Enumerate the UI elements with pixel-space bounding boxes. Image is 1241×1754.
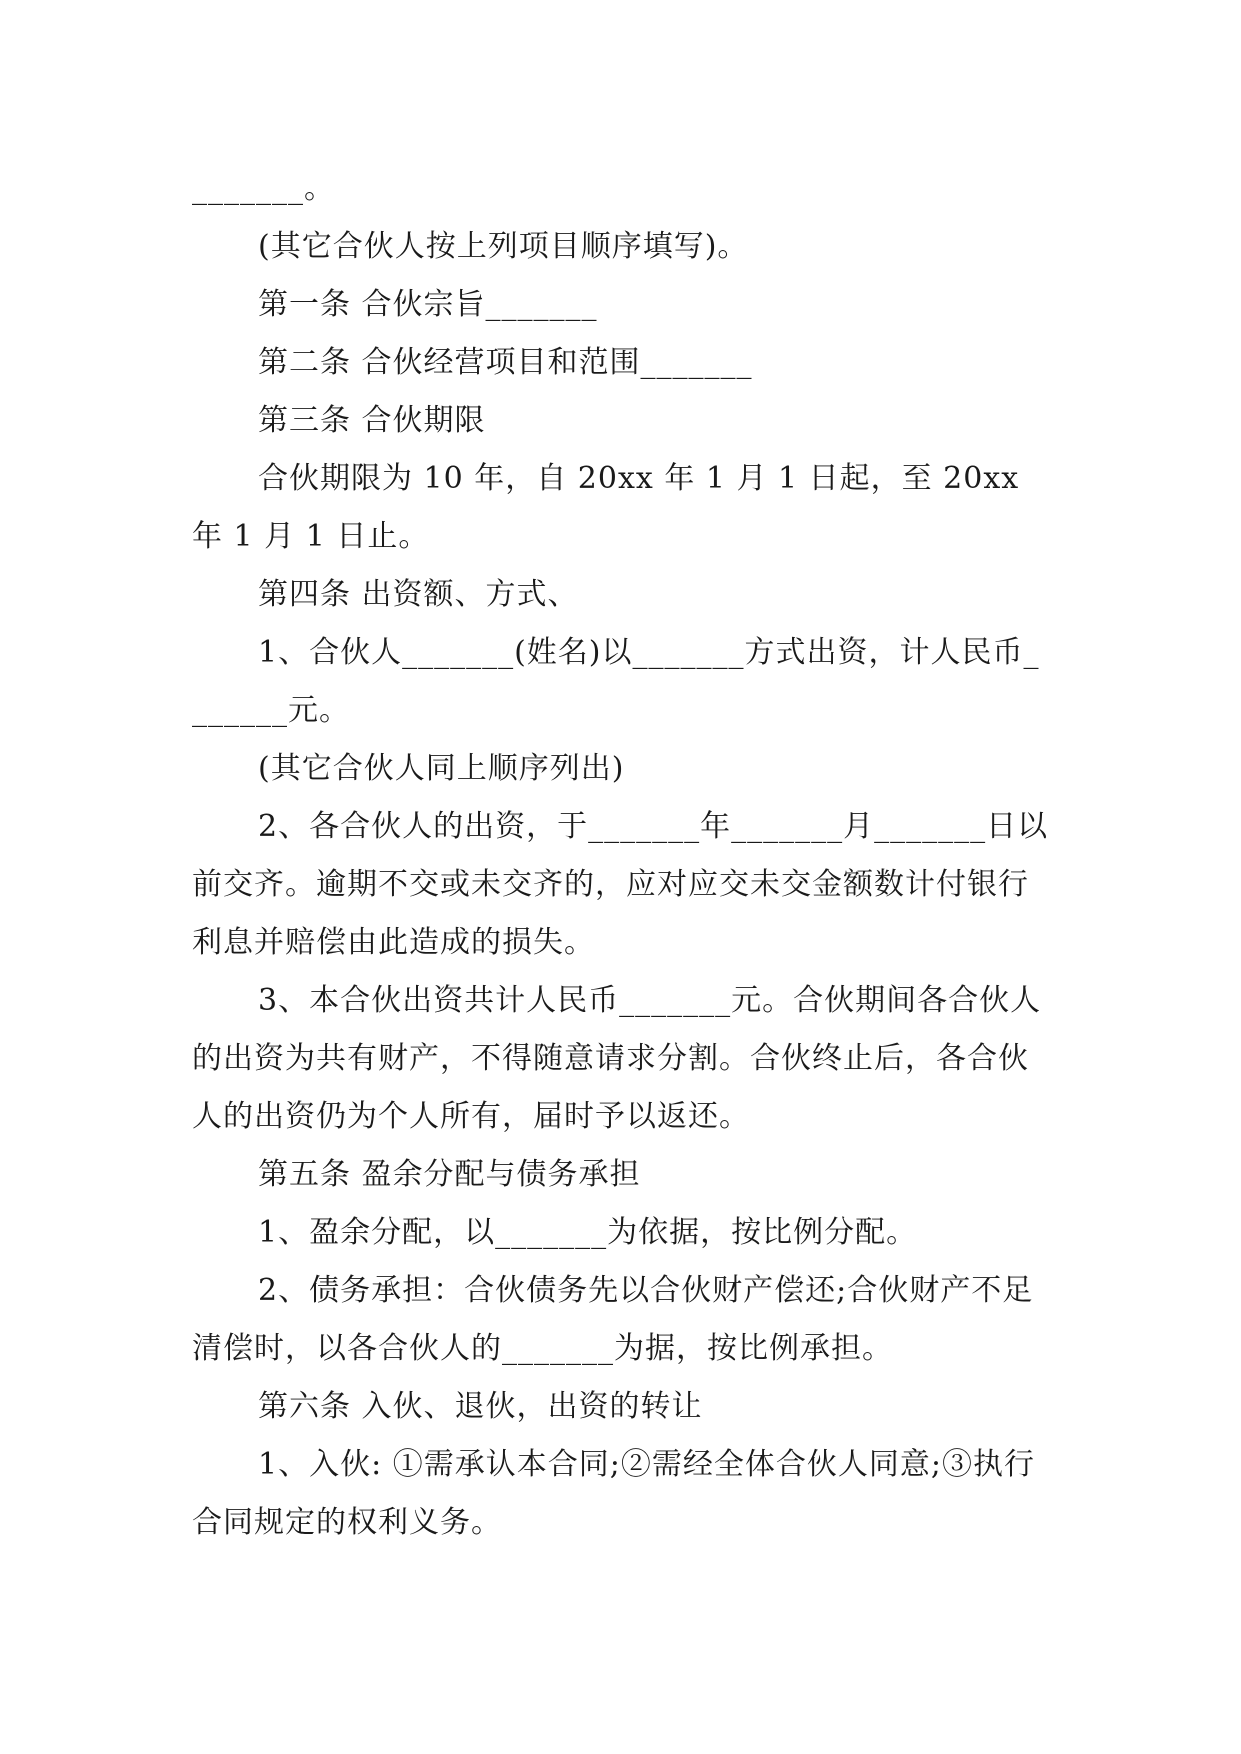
article-4-item-1: 1、合伙人_______(姓名)以_______方式出资，计人民币_______元。 bbox=[192, 635, 1040, 728]
article-2-heading: 第二条 合伙经营项目和范围_______ bbox=[258, 345, 753, 380]
article-6-heading: 第六条 入伙、退伙，出资的转让 bbox=[258, 1389, 703, 1424]
article-3-heading: 第三条 合伙期限 bbox=[258, 403, 486, 438]
article-5-item-1: 1、盈余分配，以_______为依据，按比例分配。 bbox=[258, 1215, 918, 1250]
article-5-item-2: 2、债务承担：合伙债务先以合伙财产偿还;合伙财产不足清偿时，以各合伙人的_______为据，按比例承担。 bbox=[192, 1273, 1034, 1366]
article-6-item-1: 1、入伙: ①需承认本合同;②需经全体合伙人同意;③执行合同规定的权利义务。 bbox=[192, 1447, 1035, 1540]
paragraph-blank-end: _______。 bbox=[192, 171, 335, 206]
document-body bbox=[192, 160, 1052, 1552]
paragraph-note-fill-order: (其它合伙人按上列项目顺序填写)。 bbox=[258, 229, 749, 264]
article-4-item-2: 2、各合伙人的出资，于_______年_______月_______日以前交齐。逾期不交或未交齐的，应对应交未交金额数计付银行利息并赔偿由此造成的损失。 bbox=[192, 809, 1049, 960]
article-4-heading: 第四条 出资额、方式、 bbox=[258, 577, 579, 612]
article-4-note: (其它合伙人同上顺序列出) bbox=[258, 751, 625, 786]
article-4-item-3: 3、本合伙出资共计人民币_______元。合伙期间各合伙人的出资为共有财产，不得随意请求分割。合伙终止后，各合伙人的出资仍为个人所有，届时予以返还。 bbox=[192, 983, 1042, 1134]
article-3-term-paragraph: 合伙期限为 10 年，自 20xx 年 1 月 1 日起，至 20xx 年 1 月 1 日止。 bbox=[192, 461, 1020, 554]
article-5-heading: 第五条 盈余分配与债务承担 bbox=[258, 1157, 641, 1192]
article-1-heading: 第一条 合伙宗旨_______ bbox=[258, 287, 598, 322]
